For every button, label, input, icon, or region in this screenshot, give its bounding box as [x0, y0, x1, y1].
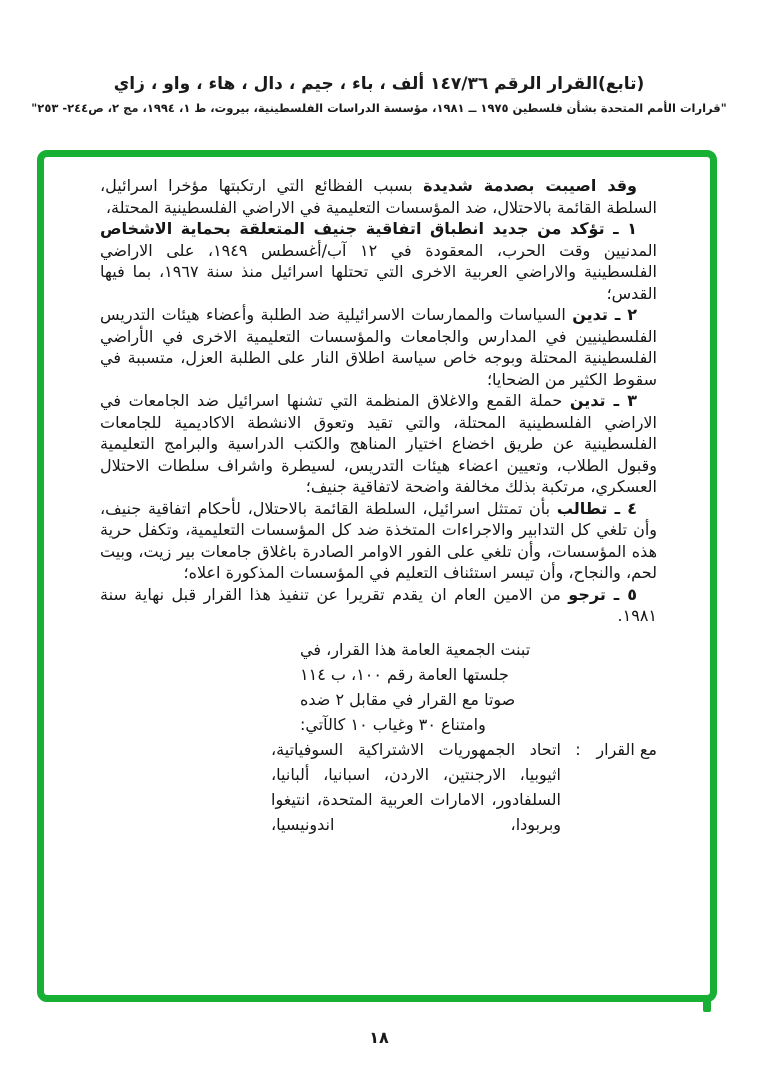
paragraph-text: بأن تمتثل اسرائيل، السلطة القائمة بالاحتلال، لأحكام اتفاقية جنيف، وأن تلغي كل التدابير والاجراءات المتخذة ضد كل المؤسسات التعليمية، وتكفل حرية هذه المؤسسات، وأن تلغي على الفور الاوامر الصادرة باغلاق جامعات بير زيت، وبيت لحم، والنجاح، وأن تيسر استئناف التعليم في المؤسسات المذكورة اعلاه؛ — [100, 498, 657, 582]
paragraph-text: من الامين العام ان يقدم تقريرا عن تنفيذ هذا القرار قبل نهاية سنة ١٩٨١. — [100, 584, 657, 625]
paragraph-text: بسبب الفظائع التي ارتكبتها مؤخرا اسرائيل، السلطة القائمة بالاحتلال، ضد المؤسسات التعليمية في الاراضي الفلسطينية المحتلة، — [100, 176, 657, 217]
adoption-note — [100, 637, 657, 737]
paragraph-text: المدنيين وقت الحرب، المعقودة في ١٢ آب/أغسطس ١٩٤٩، على الاراضي الفلسطينية والاراضي العربية الاخرى التي تحتلها اسرائيل منذ سنة ١٩٦٧، بما فيها القدس؛ — [100, 240, 657, 303]
adoption-line-2: جلستها العامة رقم ١٠٠، ب ١١٤ — [300, 664, 509, 684]
resolution-paragraph-preamble — [100, 175, 657, 218]
paragraph-lead-bold: ٢ ـ تدين — [572, 305, 638, 324]
resolution-body — [100, 175, 657, 837]
paragraph-lead-bold: ٤ ـ تطالب — [556, 498, 638, 518]
vote-label: مع القرار — [596, 739, 657, 759]
vote-countries-list: اتحاد الجمهوريات الاشتراكية السوفياتية، اثيوبيا، الارجنتين، الاردن، اسبانيا، ألبانيا، السلفادور، الامارات العربية المتحدة، انتيغوا وبربودا، اندونيسيا، — [271, 739, 561, 834]
vote-colon: : — [575, 739, 581, 759]
paragraph-text: حملة القمع والاغلاق المنظمة التي تشنها اسرائيل ضد الجامعات في الاراضي الفلسطينية المحتلة، والتي تقيد وتعوق الانشطة الاكاديمية للجامعات الفلسطينية عن طريق اخضاع اختيار المناهج والكتب الدراسية والبرامج التعليمية وقبول الطلاب، وتعيين اعضاء هيئات التدريس، لسيطرة واشراف سلطات الاحتلال العسكري، مرتكبة بذلك مخالفة واضحة لاتفاقية جنيف؛ — [100, 391, 657, 496]
annotation-box-corner-stub — [703, 996, 711, 1012]
adoption-line-4: وامتناع ٣٠ وغياب ١٠ كالآتي: — [300, 714, 486, 734]
page-header — [0, 74, 758, 115]
resolution-paragraph-1 — [100, 218, 657, 304]
paragraph-lead-bold: ١ ـ تؤكد من جديد انطباق اتفاقية جنيف المتعلقة بحماية الاشخاص — [100, 219, 637, 238]
paragraph-lead-bold: ٥ ـ ترجو — [568, 584, 637, 604]
vote-in-favor-row — [100, 737, 657, 837]
paragraph-lead-bold: ٣ ـ تدين — [569, 391, 638, 410]
adoption-line-3: صوتا مع القرار في مقابل ٢ ضده — [300, 689, 516, 709]
resolution-paragraph-2 — [100, 304, 657, 390]
page-number: ١٨ — [369, 1028, 389, 1047]
annotation-box — [37, 150, 717, 1002]
adoption-line-1: تبنت الجمعية العامة هذا القرار، في — [300, 639, 531, 659]
paragraph-text: السياسات والممارسات الاسرائيلية ضد الطلبة وأعضاء هيئات التدريس الفلسطينيين في المدارس والجامعات والمؤسسات التعليمية الاخرى في الأراضي الفلسطينية المحتلة وبوجه خاص سياسة اطلاق النار على الطلبة العزل، متسببة في سقوط الكثير من الضحايا؛ — [100, 305, 657, 389]
resolution-title: (تابع)القرار الرقم ١٤٧/٣٦ ألف ، باء ، جيم ، دال ، هاء ، واو ، زاي — [113, 74, 645, 94]
citation-line: "قرارات الأمم المتحدة بشأن فلسطين ١٩٧٥ ــ ١٩٨١، مؤسسة الدراسات الفلسطينية، بيروت، ط ١، ١٩٩٤، مج ٢، ص٢٤٤- ٢٥٣" — [31, 101, 727, 115]
paragraph-lead-bold: وقد اصيبت بصدمة شديدة — [423, 176, 637, 195]
resolution-paragraph-3 — [100, 390, 657, 498]
resolution-paragraph-4 — [100, 498, 657, 584]
resolution-paragraph-5 — [100, 584, 657, 627]
